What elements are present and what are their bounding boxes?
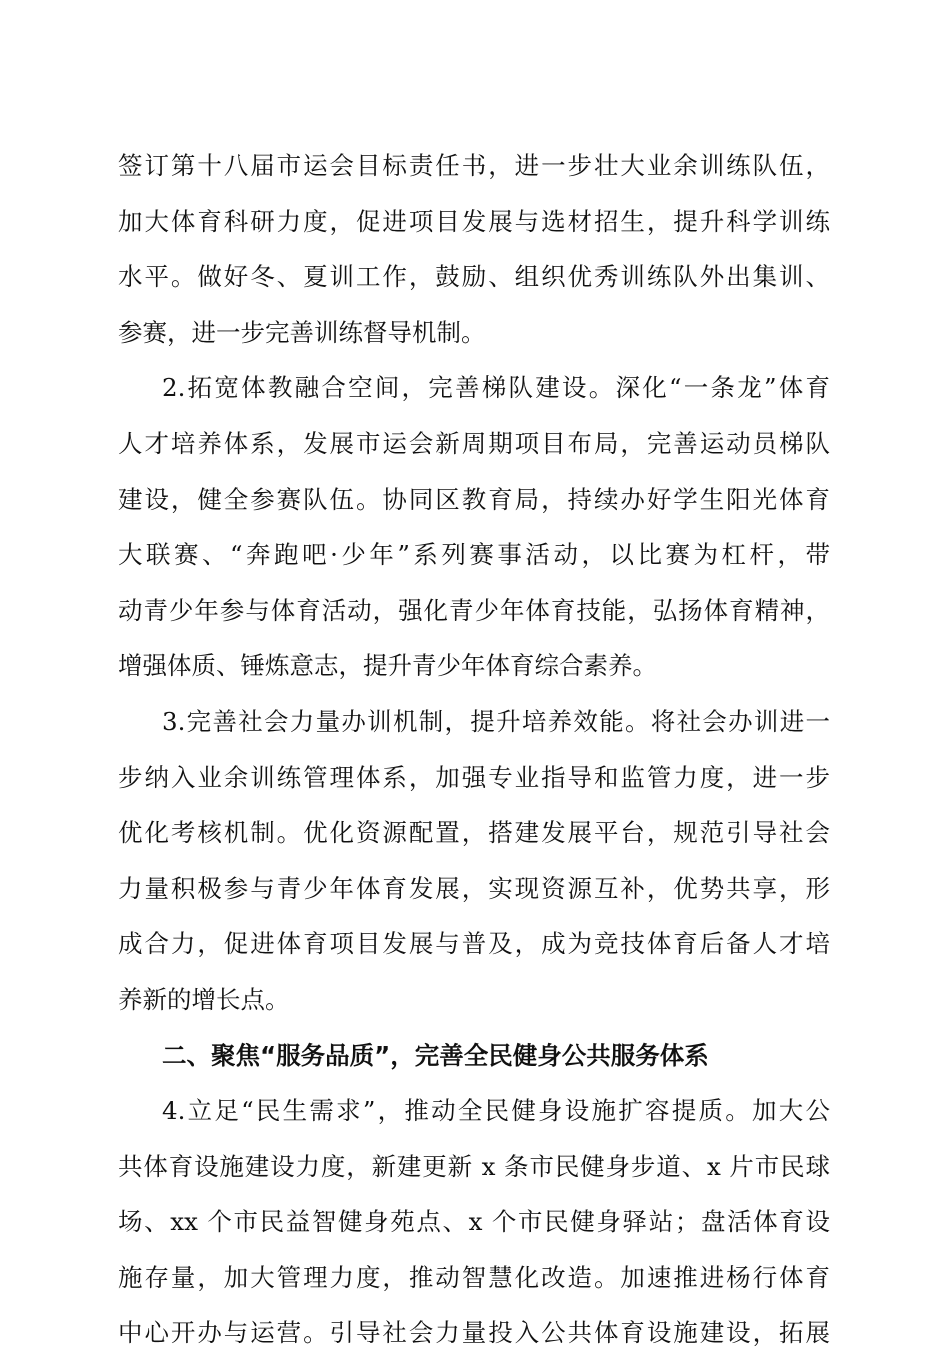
paragraph-line: 动青少年参与体育活动，强化青少年体育技能，弘扬体育精神，: [118, 595, 830, 625]
paragraph-line: 优化考核机制。优化资源配置，搭建发展平台，规范引导社会: [118, 818, 830, 848]
paragraph-line: 步纳入业余训练管理体系，加强专业指导和监管力度，进一步: [118, 762, 830, 792]
paragraph-line: 共体育设施建设力度，新建更新 x 条市民健身步道、x 片市民球: [118, 1151, 830, 1181]
paragraph-line: 2.拓宽体教融合空间，完善梯队建设。深化“一条龙”体育: [162, 373, 830, 403]
paragraph-line: 成合力，促进体育项目发展与普及，成为竞技体育后备人才培: [118, 929, 830, 959]
paragraph-line: 养新的增长点。: [118, 984, 290, 1014]
paragraph-line: 3.完善社会力量办训机制，提升培养效能。将社会办训进一: [162, 706, 830, 736]
paragraph-line: 大联赛、“奔跑吧·少年”系列赛事活动，以比赛为杠杆，带: [118, 540, 830, 570]
paragraph-line: 场、xx 个市民益智健身苑点、x 个市民健身驿站；盘活体育设: [118, 1207, 830, 1237]
document-body: [118, 138, 830, 1361]
paragraph-line: 建设，健全参赛队伍。协同区教育局，持续办好学生阳光体育: [118, 484, 830, 514]
paragraph-line: 增强体质、锤炼意志，提升青少年体育综合素养。: [118, 651, 657, 681]
paragraph-line: 人才培养体系，发展市运会新周期项目布局，完善运动员梯队: [118, 428, 830, 458]
paragraph-line: 参赛，进一步完善训练督导机制。: [118, 317, 486, 347]
paragraph-line: 力量积极参与青少年体育发展，实现资源互补，优势共享，形: [118, 873, 830, 903]
paragraph-line: 4.立足“民生需求”，推动全民健身设施扩容提质。加大公: [162, 1096, 830, 1126]
section-heading: 二、聚焦“服务品质”，完善全民健身公共服务体系: [162, 1040, 709, 1070]
paragraph-line: 水平。做好冬、夏训工作，鼓励、组织优秀训练队外出集训、: [118, 262, 830, 292]
paragraph-line: 中心开办与运营。引导社会力量投入公共体育设施建设，拓展: [118, 1318, 830, 1348]
paragraph-line: 加大体育科研力度，促进项目发展与选材招生，提升科学训练: [118, 206, 830, 236]
paragraph-line: 施存量，加大管理力度，推动智慧化改造。加速推进杨行体育: [118, 1262, 830, 1292]
paragraph-line: 签订第十八届市运会目标责任书，进一步壮大业余训练队伍，: [118, 151, 830, 180]
